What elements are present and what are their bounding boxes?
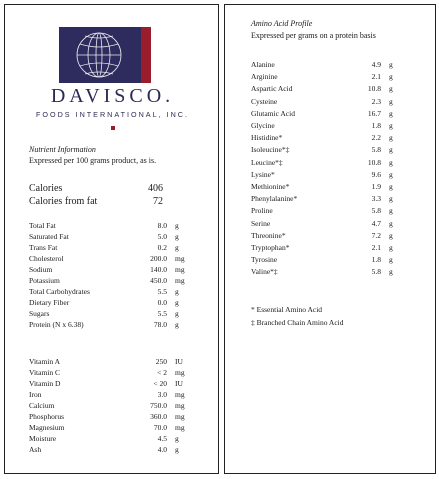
brand-name: DAVISCO.: [50, 85, 175, 107]
amino-acid-row-value: 1.8: [371, 255, 381, 265]
amino-acid-row-unit: g: [389, 169, 393, 179]
nutrient-row: [29, 423, 209, 434]
amino-acid-row-value: 10.8: [367, 157, 381, 167]
nutrient-row-label: Total Carbohydrates: [29, 287, 90, 296]
nutrient-row: [29, 357, 209, 368]
nutrient-row-label: Vitamin C: [29, 368, 61, 377]
nutrient-row-value: 0.0: [157, 298, 167, 307]
amino-acid-row-label: Arginine: [251, 72, 278, 82]
amino-acid-row-value: 1.8: [371, 121, 381, 130]
amino-acid-row: [251, 219, 421, 230]
amino-acid-row-label: Glutamic Acid: [251, 108, 295, 118]
nutrient-row-unit: mg: [175, 276, 185, 285]
nutrient-row-value: 140.0: [150, 265, 167, 274]
amino-acid-row: [251, 243, 421, 254]
nutrient-row-unit: g: [175, 287, 179, 296]
nutrient-row-unit: mg: [175, 254, 185, 263]
nutrient-row: [29, 390, 209, 401]
amino-acid-row-unit: g: [389, 206, 393, 216]
nutrient-row: [29, 254, 209, 265]
nutrient-row-unit: g: [175, 309, 179, 318]
amino-acid-row-value: 5.8: [371, 267, 381, 277]
nutrient-row-value: 200.0: [150, 254, 167, 263]
calorie-row: [29, 183, 209, 196]
nutrient-row: [29, 221, 209, 232]
amino-acid-row-label: Histidine*: [251, 133, 283, 143]
nutrient-row-label: Saturated Fat: [29, 232, 69, 241]
brand-subtitle: FOODS INTERNATIONAL, INC.: [36, 110, 189, 119]
amino-acid-row-label: Tyrosine: [251, 255, 278, 265]
nutrient-row-label: Calcium: [29, 401, 55, 410]
nutrient-row-label: Phosphorus: [29, 412, 65, 421]
amino-acid-row: [251, 194, 421, 205]
calorie-row-value: 406: [148, 183, 163, 194]
nutrient-row-unit: g: [175, 221, 179, 230]
amino-acid-row-unit: g: [389, 255, 393, 265]
nutrient-row-value: 8.0: [157, 221, 167, 230]
amino-acid-row-unit: g: [389, 267, 393, 277]
nutrient-row-unit: g: [175, 298, 179, 307]
amino-acid-row-value: 2.1: [371, 72, 381, 82]
amino-caption: Amino Acid Profile: [251, 19, 313, 28]
nutrient-row-unit: IU: [175, 357, 183, 366]
nutrient-row-unit: mg: [175, 265, 185, 274]
nutrient-row-value: < 2: [157, 368, 167, 377]
amino-acid-row-value: 1.9: [371, 182, 381, 191]
nutrient-row-value: 70.0: [153, 423, 167, 432]
nutrient-row-value: 3.0: [157, 390, 167, 399]
amino-acid-row-label: Valine*‡: [251, 267, 278, 277]
nutrient-row: [29, 276, 209, 287]
amino-acid-row-value: 7.2: [371, 230, 381, 240]
nutrient-row-value: < 20: [153, 379, 167, 388]
amino-acid-row: [251, 133, 421, 144]
amino-acid-row: [251, 84, 421, 95]
amino-acid-row-unit: g: [389, 60, 393, 69]
calorie-row: [29, 196, 209, 209]
amino-acid-row-label: Glycine: [251, 121, 275, 130]
nutrient-row-unit: g: [175, 445, 179, 454]
nutrient-row-value: 5.5: [157, 287, 167, 296]
amino-subtitle: Expressed per grams on a protein basis: [251, 31, 376, 40]
nutrient-row: [29, 368, 209, 379]
nutrient-row-unit: mg: [175, 412, 185, 421]
amino-acid-row-value: 5.8: [371, 145, 381, 155]
nutrient-row-label: Magnesium: [29, 423, 65, 432]
amino-acid-row-unit: g: [389, 84, 393, 94]
amino-acid-row-value: 16.7: [367, 108, 381, 118]
amino-acid-row-unit: g: [389, 133, 393, 143]
nutrient-row: [29, 379, 209, 390]
nutrient-row: [29, 445, 209, 456]
nutrient-row-value: 0.2: [157, 243, 167, 252]
amino-acid-row: [251, 72, 421, 83]
nutrient-row-unit: IU: [175, 379, 183, 388]
nutrient-caption: Nutrient Information: [29, 145, 96, 154]
nutrient-row-value: 5.0: [157, 232, 167, 241]
amino-acid-row-value: 9.6: [371, 169, 381, 179]
amino-acid-row-unit: g: [389, 218, 393, 228]
amino-acid-row-label: Cysteine: [251, 96, 278, 106]
amino-acid-row-unit: g: [389, 96, 393, 106]
amino-acid-row: [251, 60, 421, 71]
amino-acid-row-label: Threonine*: [251, 230, 286, 240]
nutrient-row-value: 4.0: [157, 445, 167, 454]
amino-acid-row-label: Phenylalanine*: [251, 194, 298, 204]
nutrient-row: [29, 412, 209, 423]
nutrient-row-unit: g: [175, 232, 179, 241]
nutrient-row-label: Total Fat: [29, 221, 56, 230]
amino-acid-row-unit: g: [389, 230, 393, 240]
amino-acid-row-unit: g: [389, 108, 393, 118]
amino-acid-row-value: 10.8: [367, 84, 381, 94]
amino-acid-row-label: Alanine: [251, 60, 275, 69]
nutrient-row: [29, 401, 209, 412]
nutrient-row-label: Ash: [29, 445, 42, 454]
amino-acid-row-label: Proline: [251, 206, 273, 216]
amino-acid-row: [251, 231, 421, 242]
amino-acid-row-unit: g: [389, 145, 393, 155]
nutrient-row-value: 450.0: [150, 276, 167, 285]
nutrient-row-unit: mg: [175, 423, 185, 432]
amino-acid-panel: [224, 4, 436, 474]
nutrient-row: [29, 320, 209, 331]
brand-dot: [111, 126, 115, 130]
nutrient-row: [29, 434, 209, 445]
nutrient-row-unit: mg: [175, 401, 185, 410]
amino-acid-row: [251, 170, 421, 181]
amino-acid-row-unit: g: [389, 72, 393, 82]
nutrient-row-unit: g: [175, 434, 179, 443]
amino-acid-row: [251, 109, 421, 120]
nutrient-row: [29, 309, 209, 320]
amino-acid-row: [251, 97, 421, 108]
amino-acid-row-unit: g: [389, 194, 393, 204]
nutrient-row-value: 4.5: [157, 434, 167, 443]
amino-acid-row-unit: g: [389, 243, 393, 252]
nutrient-row: [29, 287, 209, 298]
amino-acid-row-label: Tryptophan*: [251, 243, 290, 252]
nutrient-row: [29, 265, 209, 276]
nutrient-row-value: 750.0: [150, 401, 167, 410]
amino-acid-row-value: 2.3: [371, 96, 381, 106]
amino-acid-row: [251, 182, 421, 193]
amino-acid-row-value: 3.3: [371, 194, 381, 204]
nutrient-row-label: Sodium: [29, 265, 53, 274]
nutrient-row-unit: g: [175, 243, 179, 252]
nutrient-row-unit: mg: [175, 368, 185, 377]
nutrient-row: [29, 243, 209, 254]
nutrient-row: [29, 232, 209, 243]
calorie-row-label: Calories: [29, 183, 63, 194]
amino-acid-row: [251, 158, 421, 169]
nutrient-row-label: Trans Fat: [29, 243, 58, 252]
nutrient-row: [29, 298, 209, 309]
nutrient-row-value: 250: [155, 357, 167, 366]
amino-acid-row-label: Leucine*‡: [251, 157, 283, 167]
nutrient-panel: [4, 4, 219, 474]
amino-acid-row: [251, 145, 421, 156]
amino-acid-row-label: Lysine*: [251, 169, 275, 179]
nutrient-row-label: Protein (N x 6.38): [29, 320, 84, 329]
amino-acid-row: [251, 255, 421, 266]
nutrient-row-label: Iron: [29, 390, 42, 399]
calorie-row-label: Calories from fat: [29, 196, 98, 207]
amino-acid-row-value: 4.7: [371, 218, 381, 228]
nutrient-row-unit: g: [175, 320, 179, 329]
amino-acid-row: [251, 267, 421, 278]
nutrient-row-label: Potassium: [29, 276, 60, 285]
nutrient-row-label: Vitamin A: [29, 357, 61, 366]
amino-acid-row-unit: g: [389, 182, 393, 191]
amino-acid-row-unit: g: [389, 157, 393, 167]
amino-acid-row: [251, 206, 421, 217]
nutrient-row-label: Dietary Fiber: [29, 298, 70, 307]
legend-branched-chain: ‡ Branched Chain Amino Acid: [251, 318, 344, 327]
nutrient-subtitle: Expressed per 100 grams product, as is.: [29, 156, 157, 165]
amino-acid-row-value: 2.2: [371, 133, 381, 143]
amino-acid-row: [251, 121, 421, 132]
amino-acid-row-value: 2.1: [371, 243, 381, 252]
calorie-row-value: 72: [153, 196, 163, 207]
amino-acid-row-label: Serine: [251, 218, 271, 228]
nutrient-row-value: 5.5: [157, 309, 167, 318]
nutrient-row-unit: mg: [175, 390, 185, 399]
amino-acid-row-value: 4.9: [371, 60, 381, 69]
amino-acid-row-label: Isoleucine*‡: [251, 145, 290, 155]
nutrient-row-label: Cholesterol: [29, 254, 64, 263]
legend-essential: * Essential Amino Acid: [251, 305, 323, 314]
davisco-globe-logo: [55, 25, 155, 87]
nutrient-row-label: Sugars: [29, 309, 50, 318]
nutrient-row-label: Moisture: [29, 434, 57, 443]
nutrient-row-value: 78.0: [153, 320, 167, 329]
amino-acid-row-label: Aspartic Acid: [251, 84, 293, 94]
amino-acid-row-value: 5.8: [371, 206, 381, 216]
amino-acid-row-unit: g: [389, 121, 393, 130]
amino-acid-row-label: Methionine*: [251, 182, 290, 191]
nutrient-row-label: Vitamin D: [29, 379, 61, 388]
nutrient-row-value: 360.0: [150, 412, 167, 421]
